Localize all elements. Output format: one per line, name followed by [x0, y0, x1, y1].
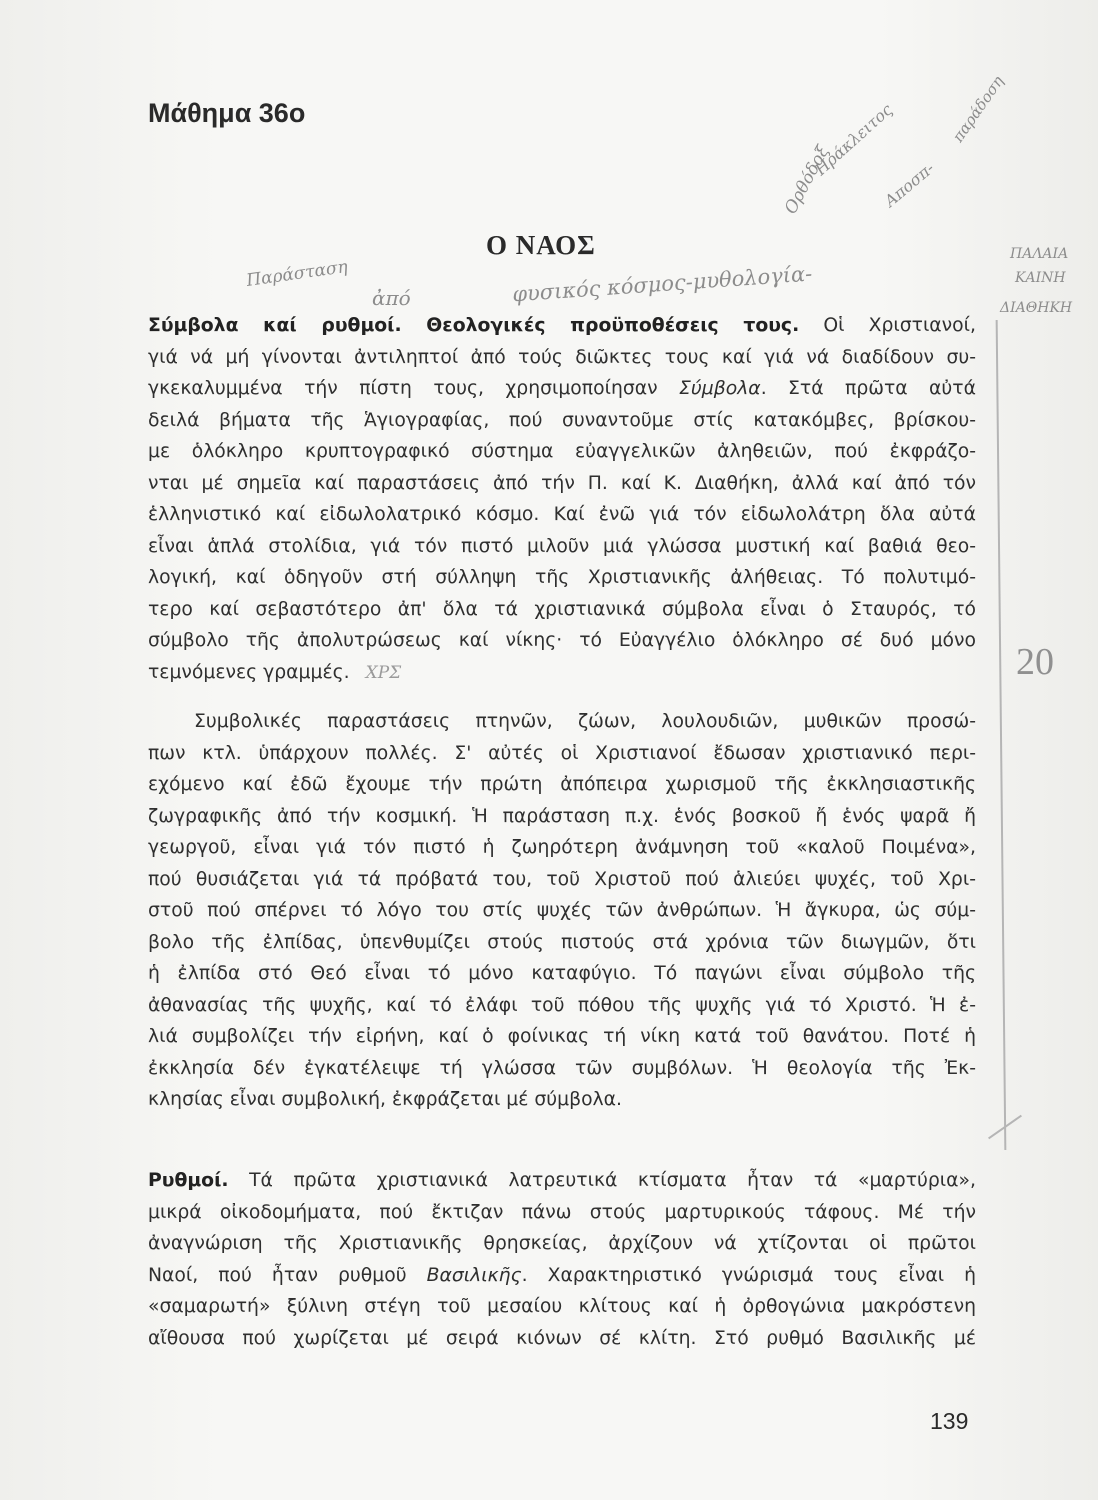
handwritten-inline-mark: ΧΡΣ [365, 662, 402, 683]
text-line: γεωργοῦ, εἶναι γιά τόν πιστό ἡ ζωηρότερη ἀνάμνηση τοῦ «καλοῦ Ποιμένα», [148, 837, 976, 858]
lesson-title: Μάθημα 36ο [148, 98, 306, 128]
text-line: ζωγραφικῆς ἀπό τήν κοσμική. Ἡ παράσταση π.χ. ἑνός βοσκοῦ ἤ ἑνός ψαρᾶ ἤ [148, 805, 976, 827]
text-line: σύμβολο τῆς ἀπολυτρώσεως καί νίκης· τό Εὐαγγέλιο ὁλόκληρο σέ δυό μόνο [148, 630, 976, 651]
text-line: γιά νά μή γίνονται ἀντιληπτοί ἀπό τούς διῶκτες τους καί γιά νά διαδίδουν συ- [148, 346, 976, 368]
text-line: δειλά βήματα τῆς Ἁγιογραφίας, πού συναντοῦμε στίς κατακόμβες, βρίσκου- [148, 409, 976, 431]
text-line: λιά συμβολίζει τήν εἰρήνη, καί ὁ φοίνικας τή νίκη κατά τοῦ θανάτου. Ποτέ ἡ [148, 1026, 976, 1047]
text-line: ἑλληνιστικό καί εἰδωλολατρικό κόσμο. Καί ἐνῶ γιά τόν εἰδωλολάτρη ὅλα αὐτά [148, 504, 976, 525]
text-line: πων κτλ. ὑπάρχουν πολλές. Σ' αὐτές οἱ Χριστιανοί ἔδωσαν χριστιανικό περι- [148, 742, 976, 764]
chapter-title: Ο ΝΑΟΣ [486, 230, 596, 260]
text-line: εἶναι ἁπλά στολίδια, γιά τόν πιστό μιλοῦν μιά γλώσσα μυστική καί βαθιά θεο- [148, 535, 976, 557]
text-line: στοῦ πού σπέρνει τό λόγο του στίς ψυχές τῶν ἀνθρώπων. Ἡ ἄγκυρα, ὡς σύμ- [148, 900, 976, 921]
handwritten-note-new: ΚΑΙΝΗ [1015, 270, 1066, 286]
text-line-content: τεμνόμενες γραμμές. [148, 661, 350, 683]
handwritten-note-testament: ΔΙΑΘΗΚΗ [1000, 300, 1073, 316]
text-line-content: Τά πρῶτα χριστιανικά λατρευτικά κτίσματα ἦταν τά «μαρτύρια», [228, 1170, 976, 1191]
text-line: ἐκκλησία δέν ἐγκατέλειψε τή γλώσσα τῶν συμβόλων. Ἡ θεολογία τῆς Ἐκ- [148, 1057, 976, 1079]
text-line: μικρά οἰκοδομήματα, πού ἔκτιζαν πάνω στούς μαρτυρικούς τάφους. Μέ τήν [148, 1201, 976, 1223]
text-line [148, 1165, 976, 1197]
handwritten-note-paragraph: Παράσταση [245, 256, 349, 292]
text-line: εχόμενο καί ἐδῶ ἔχουμε τήν πρώτη ἀπόπειρα χωρισμοῦ τῆς ἐκκλησιαστικῆς [148, 774, 976, 795]
handwritten-note-fragments: Αποσπ- [880, 158, 938, 211]
text-line: «σαμαρωτή» ξύλινη στέγη τοῦ μεσαίου κλίτους καί ἡ ὀρθογώνια μακρόστενη [148, 1296, 976, 1317]
text-line [148, 657, 976, 690]
text-line-content: Οἱ Χριστιανοί, [799, 315, 976, 336]
text-line: νται μέ σημεῖα καί παραστάσεις ἀπό τήν Π. καί Κ. Διαθήκη, ἀλλά καί ἀπό τόν [148, 472, 976, 494]
text-line: ἀθανασίας τῆς ψυχῆς, καί τό ἐλάφι τοῦ πόθου τῆς ψυχῆς γιά τό Χριστό. Ἡ ἐ- [148, 994, 976, 1016]
text-line [148, 310, 976, 342]
handwritten-note-orthodox: Ορθόδοξ [780, 142, 834, 218]
handwritten-note-natural-world: φυσικός κόσμος-μυθολογία- [511, 261, 813, 307]
paragraph-heading-styles: Ρυθμοί. [148, 1170, 229, 1191]
handwritten-margin-number: 20 [1016, 641, 1054, 683]
handwritten-note-from: ἀπό [372, 286, 411, 310]
text-line: βολο τῆς ἐλπίδας, ὑπενθυμίζει στούς πιστούς στά χρόνια τῶν διωγμῶν, ὅτι [148, 931, 976, 953]
text-line: λογική, καί ὁδηγοῦν στή σύλληψη τῆς Χριστιανικῆς ἀλήθειας. Τό πολυτιμό- [148, 567, 976, 588]
text-line: κλησίας εἶναι συμβολική, ἐκφράζεται μέ σύμβολα. [148, 1089, 623, 1110]
margin-pencil-line [996, 320, 1007, 1150]
handwritten-note-tradition: παράδοση [948, 72, 1008, 146]
text-line: πού θυσιάζεται γιά τά πρόβατά του, τοῦ Χριστοῦ πού ἁλιεύει ψυχές, τοῦ Χρι- [148, 868, 976, 890]
paragraph-styles [148, 1165, 976, 1354]
page-number: 139 [930, 1408, 969, 1434]
paragraph-symbols [148, 310, 976, 689]
text-line: Ναοί, πού ἦταν ρυθμοῦ Βασιλικῆς. Χαρακτηριστικό γνώρισμά τους εἶναι ἡ [148, 1264, 977, 1286]
text-line: τερο καί σεβαστότερο ἀπ' ὅλα τά χριστιανικά σύμβολα εἶναι ὁ Σταυρός, τό [148, 598, 976, 620]
paragraph-symbolic-representations [148, 706, 976, 1116]
text-line: γκεκαλυμμένα τήν πίστη τους, χρησιμοποίησαν Σύμβολα. Στά πρῶτα αὐτά [148, 378, 976, 399]
text-line: ἡ ἐλπίδα στό Θεό εἶναι τό μόνο καταφύγιο. Τό παγώνι εἶναι σύμβολο τῆς [148, 963, 976, 984]
text-line: με ὁλόκληρο κρυπτογραφικό σύστημα εὐαγγελικῶν ἀληθειῶν, πού ἐκφράζο- [148, 441, 976, 462]
handwritten-note-old: ΠΑΛΑΙΑ [1010, 246, 1069, 262]
text-line: ἀναγνώριση τῆς Χριστιανικῆς θρησκείας, ἀρχίζουν νά χτίζονται οἱ πρῶτοι [148, 1233, 976, 1254]
handwritten-note-heraclitus: Ηράκλειτος [811, 99, 896, 180]
text-line: Συμβολικές παραστάσεις πτηνῶν, ζώων, λουλουδιῶν, μυθικῶν προσώ- [194, 711, 976, 732]
paragraph-heading-symbols: Σύμβολα καί ρυθμοί. Θεολογικές προϋποθέσεις τους. [148, 315, 800, 336]
text-line: αἴθουσα πού χωρίζεται μέ σειρά κιόνων σέ κλίτη. Στό ρυθμό Βασιλικῆς μέ [148, 1327, 976, 1349]
